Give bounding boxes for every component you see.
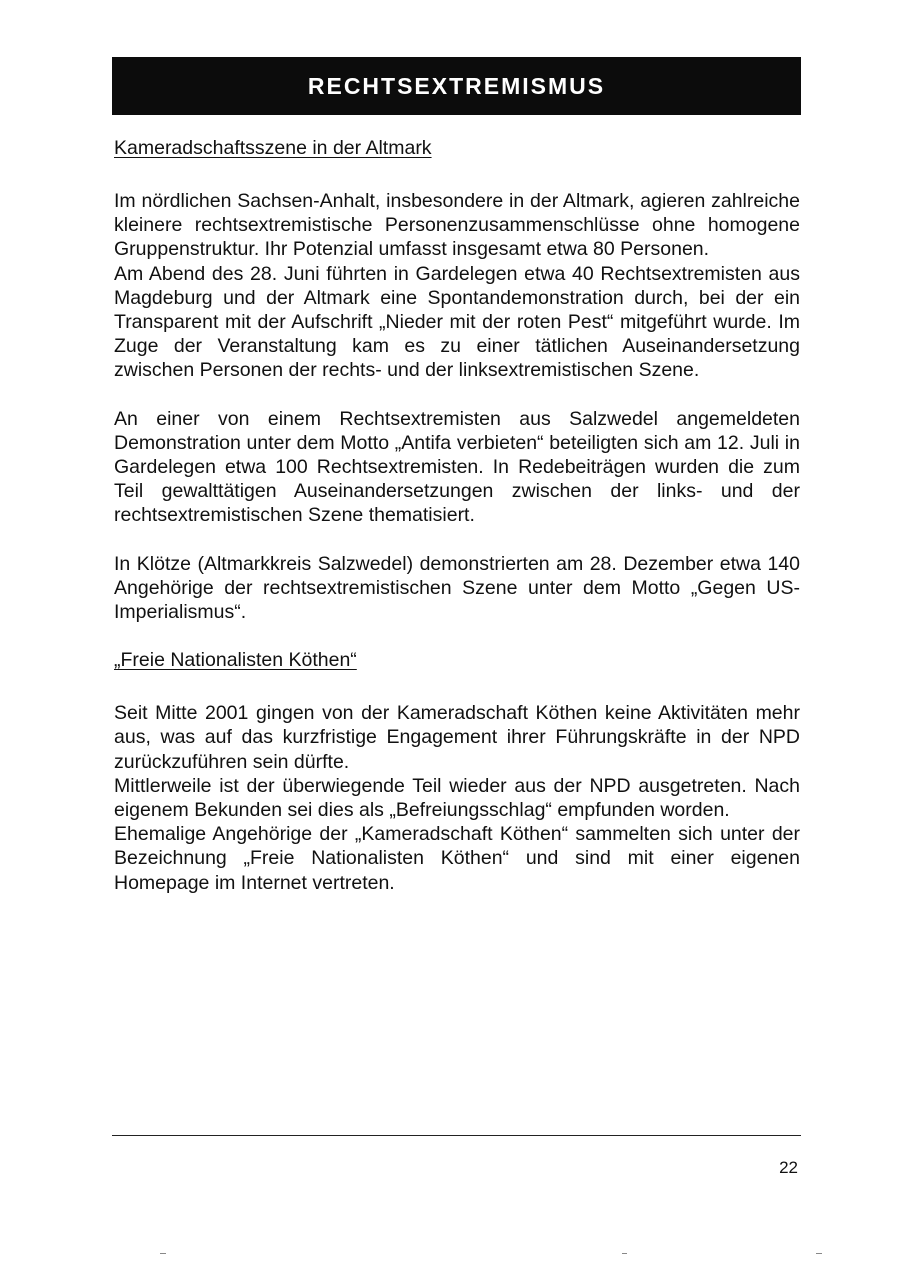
paragraph: In Klötze (Altmarkkreis Salzwedel) demonstrierten am 28. Dezember etwa 140 Angehörige der rechtsextremistischen Szene unter dem Motto „Gegen US-Imperialismus“. — [114, 552, 800, 624]
paragraph: Ehemalige Angehörige der „Kameradschaft Köthen“ sammelten sich unter der Bezeichnung „Freie Nationalisten Köthen“ und sind mit einer eigenen Homepage im Internet vertreten. — [114, 823, 800, 894]
paragraph: Am Abend des 28. Juni führten in Gardelegen etwa 40 Rechtsextremisten aus Magdeburg und der Altmark eine Spontandemonstration durch, bei der ein Transparent mit der Aufschrift „Nieder mit der roten Pest“ mitgeführt wurde. Im Zuge der Veranstaltung kam es zu einer tätlichen Auseinandersetzung zwischen Personen der rechts- und der linksextremistischen Szene. — [114, 262, 800, 382]
section-heading-altmark: Kameradschaftsszene in der Altmark — [114, 137, 432, 159]
chapter-title: RECHTSEXTREMISMUS — [307, 72, 606, 99]
paragraph: Seit Mitte 2001 gingen von der Kameradschaft Köthen keine Aktivitäten mehr aus, was auf das kurzfristige Engagement ihrer Führungskräfte in der NPD zurückzuführen sein dürfte. — [114, 702, 800, 773]
document-body — [114, 136, 800, 895]
paragraph: An einer von einem Rechtsextremisten aus Salzwedel angemeldeten Demonstration unter dem Motto „Antifa verbieten“ beteiligten sich am 12. Juli in Gardelegen etwa 100 Rechtsextremisten. In Redebeiträgen wurden die zum Teil gewalttätigen Auseinandersetzungen zwischen der links- und der rechtsextremistischen Szene thematisiert. — [114, 407, 800, 527]
chapter-header-bar — [112, 57, 801, 115]
section-heading-koethen: „Freie Nationalisten Köthen“ — [114, 649, 357, 672]
scan-artifact — [816, 1253, 822, 1254]
scan-artifact — [622, 1253, 627, 1254]
scan-artifact — [160, 1253, 166, 1254]
paragraph: Im nördlichen Sachsen-Anhalt, insbesondere in der Altmark, agieren zahlreiche kleinere rechtsextremistische Personenzusammenschlüsse ohne homogene Gruppenstruktur. Ihr Potenzial umfasst insgesamt etwa 80 Personen. — [114, 190, 800, 261]
paragraph: Mittlerweile ist der überwiegende Teil wieder aus der NPD ausgetreten. Nach eigenem Bekunden sei dies als „Befreiungsschlag“ empfunden worden. — [114, 774, 800, 822]
page-number: 22 — [779, 1158, 798, 1177]
footer-divider — [112, 1135, 801, 1136]
